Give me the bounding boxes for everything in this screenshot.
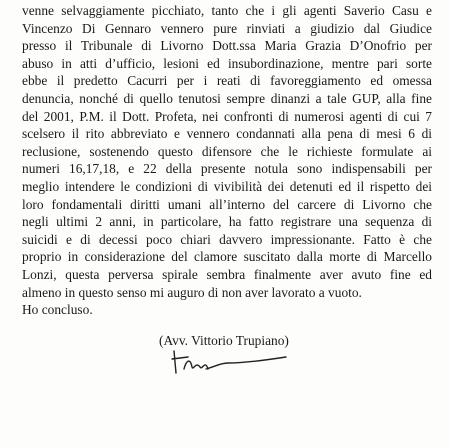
- text-line: abuso in atti d’ufficio, lesioni ed insubordinazione, mentre pari sorte: [22, 55, 432, 71]
- handwritten-signature: [170, 347, 290, 377]
- text-line: numeri 16,17,18, e 22 della presente notula sono indispensabili per: [22, 161, 432, 177]
- text-line: scelsero il rito abbreviato e vennero condannati alla pena di mesi 6 di: [22, 126, 432, 142]
- text-line: almeno in questo senso mi auguro di non aver lavorato a vuoto.: [22, 284, 362, 300]
- closing-line: Ho concluso.: [22, 302, 93, 318]
- text-line: meglio intendere le condizioni di vivibilità dei detenuti ed il rispetto dei: [22, 178, 432, 194]
- text-line: Lonzi, questa perversa spirale sembra finalmente aver avuto fine ed: [22, 266, 432, 282]
- text-line: loro fondamentali diritti umani all’interno del carcere di Livorno che: [22, 196, 432, 212]
- text-line: negli ultimi 2 anni, in particolare, ha fatto registrare una sequenza di: [22, 214, 432, 230]
- document-body: [22, 2, 432, 319]
- text-line: denuncia, nonché di quello tenutosi sempre dinanzi a tale GUP, alla fine: [22, 90, 432, 106]
- text-line: venne selvaggiamente picchiato, tanto che i gli agenti Saverio Casu e: [22, 3, 432, 18]
- text-line: presso il Tribunale di Livorno Dott.ssa Maria Grazia D’Onofrio per: [22, 38, 432, 54]
- text-line: Vincenzo Di Gennaro vennero pure rinviati a giudizio dal Giudice: [22, 20, 432, 36]
- signature-name: (Avv. Vittorio Trupiano): [159, 333, 289, 348]
- text-line: suicidi e di decessi poco chiari davvero impressionante. Fatto è che: [22, 231, 432, 247]
- text-line: del 2001, P.M. il Dott. Profeta, nei confronti di numerosi agenti di cui 7: [22, 108, 432, 124]
- text-line: reclusione, sostenendo questo difensore che le richieste formulate ai: [22, 143, 432, 159]
- text-line: proprio in considerazione del clamore suscitato dalla morte di Marcello: [22, 249, 432, 265]
- text-line: ebbe il predetto Cacurri per i reati di favoreggiamento ed omessa: [22, 73, 432, 89]
